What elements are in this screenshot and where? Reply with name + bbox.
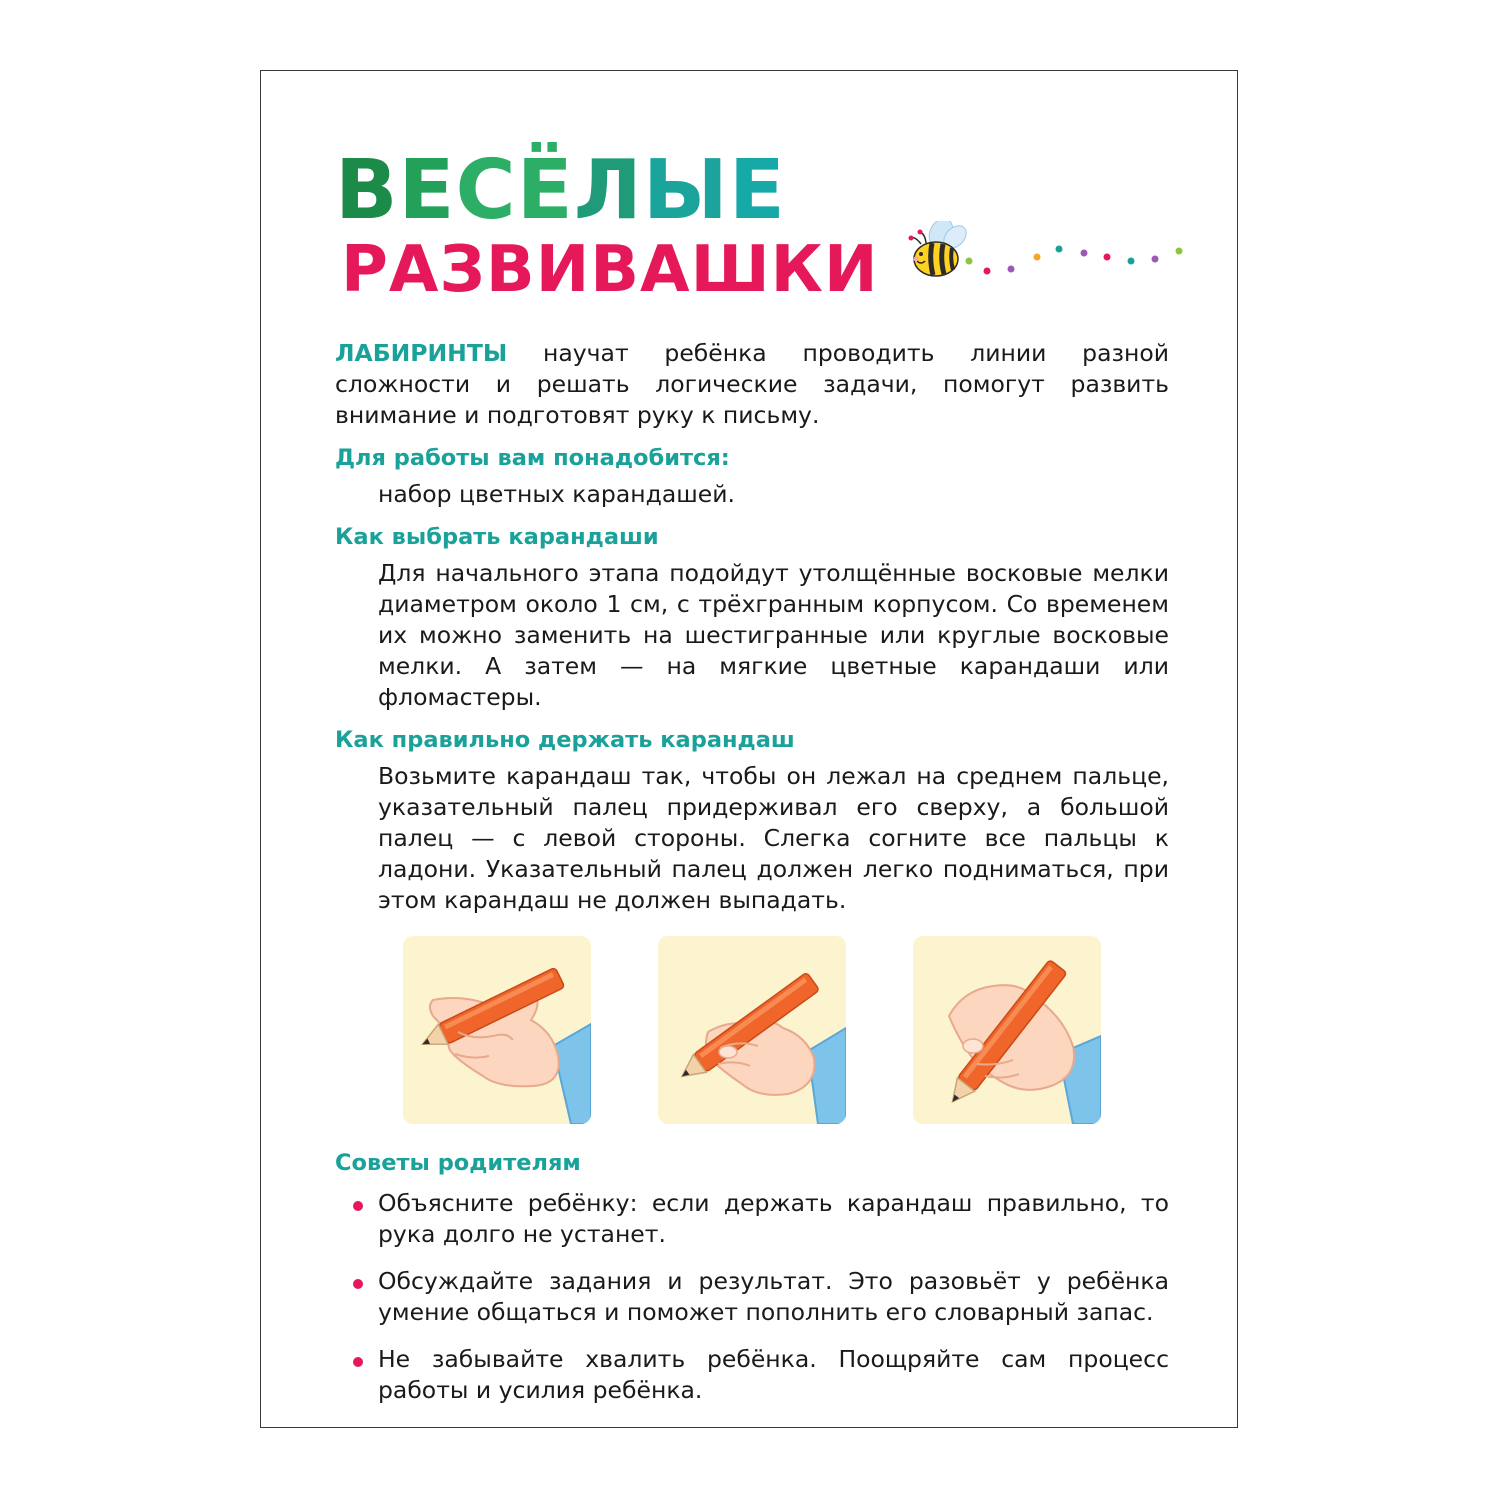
materials-text: набор цветных карандашей.: [378, 480, 735, 508]
trail-dot: [1176, 248, 1183, 255]
hand-card-3: [913, 936, 1101, 1124]
tip-text: Не забывайте хвалить ребёнка. Поощряйте сам процесс работы и усилия ребёнка.: [378, 1345, 1169, 1404]
logo-title: [335, 143, 879, 307]
tips-heading: Советы родителям: [335, 1150, 581, 1176]
choose-text: Для начального этапа подойдут утолщённые восковые мелки диаметром около 1 см, с трёхгранным корпусом. Со временем их можно заменить на шестигранные или круглые восковые мелки. А затем — на мягкие цветные карандаши или фломастеры.: [378, 559, 1169, 711]
logo-letter: Ы: [642, 143, 729, 238]
bee-icon: [899, 221, 1189, 291]
hand-step-3-icon: [913, 936, 1101, 1124]
logo-line2: РАЗВИВАШКИ: [341, 233, 879, 307]
logo-letter: В: [335, 143, 399, 238]
logo-letter: Л: [573, 143, 643, 238]
bullet-icon: [353, 1357, 363, 1367]
hand-card-1: [403, 936, 591, 1124]
intro-accent: ЛАБИРИНТЫ: [335, 339, 508, 367]
list-item: [335, 1266, 1169, 1328]
bullet-icon: [353, 1201, 363, 1211]
hold-text: Возьмите карандаш так, чтобы он лежал на среднем пальце, указательный палец придерживал его сверху, а большой палец — с левой стороны. Слегка согните все пальцы к ладони. Указательный палец должен легко подниматься, при этом карандаш не должен выпадать.: [378, 762, 1169, 914]
list-item: [335, 1344, 1169, 1406]
dot-trail: [966, 246, 1183, 275]
logo-letter: Е: [398, 143, 456, 238]
intro-text: научат ребёнка проводить линии разной сложности и решать логические задачи, помогут развить внимание и подготовят руку к письму.: [335, 339, 1169, 429]
intro-paragraph: [335, 338, 1169, 431]
hand-step-1-icon: [403, 936, 591, 1124]
hand-card-2: [658, 936, 846, 1124]
hold-heading: Как правильно держать карандаш: [335, 727, 795, 753]
logo-letter: Е: [728, 143, 786, 238]
logo-letter: Ё: [516, 143, 574, 238]
choose-heading: Как выбрать карандаши: [335, 524, 659, 550]
hand-illustrations: [403, 936, 1169, 1124]
logo-line1: [335, 143, 815, 238]
trail-dot: [984, 268, 991, 275]
trail-dot: [1152, 256, 1159, 263]
content: [335, 338, 1169, 1422]
materials-heading: Для работы вам понадобится:: [335, 445, 730, 471]
logo-letter: С: [455, 143, 517, 238]
trail-dot: [1081, 250, 1088, 257]
trail-dot: [1104, 254, 1111, 261]
trail-dot: [1056, 246, 1063, 253]
trail-dot: [1008, 266, 1015, 273]
tip-text: Обсуждайте задания и результат. Это разовьёт у ребёнка умение общаться и поможет пополнить его словарный запас.: [378, 1267, 1169, 1326]
bee-decoration: [899, 221, 1189, 291]
trail-dot: [966, 258, 973, 265]
list-item: [335, 1188, 1169, 1250]
tips-list: [335, 1188, 1169, 1406]
bullet-icon: [353, 1279, 363, 1289]
trail-dot: [1128, 258, 1135, 265]
hand-step-2-icon: [658, 936, 846, 1124]
trail-dot: [1034, 254, 1041, 261]
tip-text: Объясните ребёнку: если держать карандаш правильно, то рука долго не устанет.: [378, 1189, 1169, 1248]
page: [260, 70, 1238, 1428]
